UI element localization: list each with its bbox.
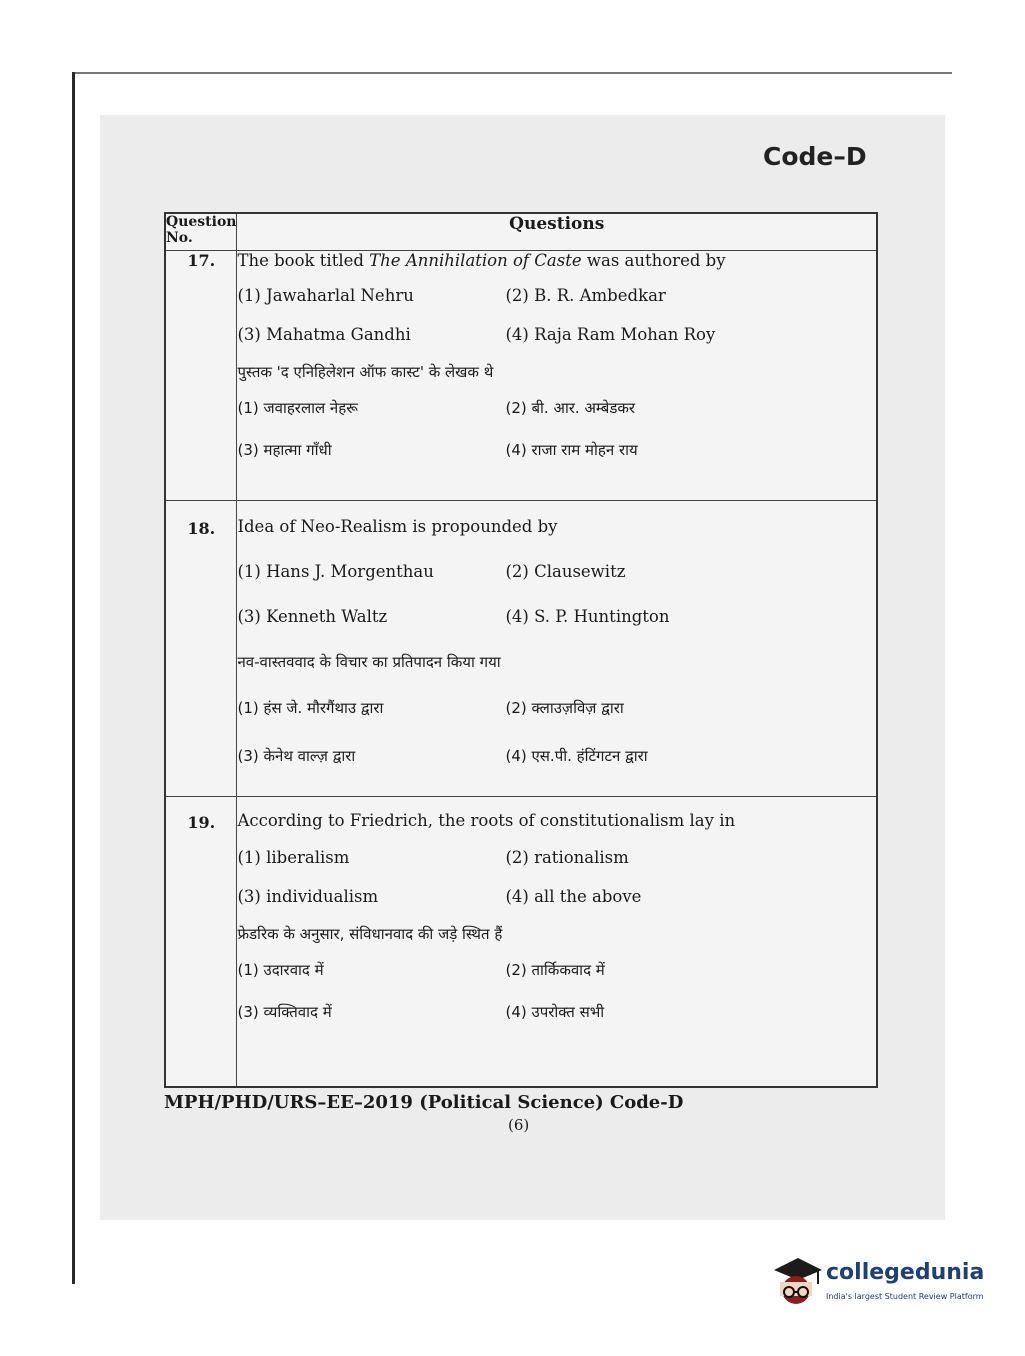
hindi-option-3: (3) महात्मा गाँधी: [237, 441, 332, 459]
hindi-option-2: (2) क्लाउज़विज़ द्वारा: [505, 699, 624, 717]
hindi-option-2: (2) तार्किकवाद में: [505, 961, 605, 979]
paper-footer: MPH/PHD/URS–EE–2019 (Political Science) Code-D: [164, 1092, 684, 1113]
option-1: (1) Hans J. Morgenthau: [237, 562, 434, 581]
option-3: (3) Kenneth Waltz: [237, 607, 388, 626]
hindi-option-4: (4) राजा राम मोहन राय: [505, 441, 638, 459]
option-2: (2) rationalism: [505, 848, 629, 867]
option-4: (4) Raja Ram Mohan Roy: [505, 325, 716, 344]
hindi-option-3: (3) केनेथ वाल्ज़ द्वारा: [237, 747, 356, 765]
hindi-option-1: (1) जवाहरलाल नेहरू: [237, 399, 358, 417]
page-number: (6): [508, 1116, 530, 1134]
scan-border: [72, 72, 952, 74]
hindi-option-2: (2) बी. आर. अम्बेडकर: [505, 399, 636, 417]
option-3: (3) Mahatma Gandhi: [237, 325, 411, 344]
question-body: [237, 501, 877, 797]
hindi-option-3: (3) व्यक्तिवाद में: [237, 1003, 332, 1021]
question-body: [237, 797, 877, 1088]
question-no-header: Question No.: [165, 213, 237, 251]
book-title: The Annihilation of Caste: [369, 251, 582, 270]
question-row: [165, 797, 877, 1088]
hindi-option-4: (4) उपरोक्त सभी: [505, 1003, 605, 1021]
questions-header: Questions: [237, 213, 877, 251]
scan-border: [72, 72, 75, 1284]
logo-tagline: India's largest Student Review Platform: [826, 1292, 984, 1301]
question-number: 19.: [165, 797, 237, 1088]
option-4: (4) all the above: [505, 887, 642, 906]
question-number: 17.: [165, 251, 237, 501]
option-2: (2) B. R. Ambedkar: [505, 286, 666, 305]
question-row: [165, 251, 877, 501]
hindi-options: [237, 960, 876, 1022]
hindi-options: [237, 398, 876, 460]
options: [237, 848, 876, 906]
hindi-options: [237, 698, 876, 766]
hindi-stem: फ्रेडरिक के अनुसार, संविधानवाद की जड़े स्थित हैं: [237, 925, 503, 943]
options: [237, 286, 876, 344]
question-row: [165, 501, 877, 797]
option-3: (3) individualism: [237, 887, 379, 906]
collegedunia-logo[interactable]: [768, 1252, 993, 1320]
options: [237, 562, 876, 626]
option-1: (1) Jawaharlal Nehru: [237, 286, 414, 305]
logo-wordmark: collegedunia: [826, 1260, 985, 1285]
question-body: [237, 251, 877, 501]
hindi-option-1: (1) हंस जे. मौरगैंथाउ द्वारा: [237, 699, 384, 717]
question-stem: According to Friedrich, the roots of constitutionalism lay in: [237, 811, 736, 830]
question-stem: The book titled The Annihilation of Caste was authored by: [237, 251, 726, 270]
option-1: (1) liberalism: [237, 848, 350, 867]
table-header: [165, 213, 877, 251]
hindi-stem: नव-वास्तववाद के विचार का प्रतिपादन किया गया: [237, 653, 501, 671]
questions-table: [164, 212, 878, 1088]
option-4: (4) S. P. Huntington: [505, 607, 670, 626]
hindi-option-4: (4) एस.पी. हंटिंगटन द्वारा: [505, 747, 648, 765]
option-2: (2) Clausewitz: [505, 562, 626, 581]
paper-code: Code–D: [763, 142, 867, 171]
question-number: 18.: [165, 501, 237, 797]
hindi-option-1: (1) उदारवाद में: [237, 961, 324, 979]
question-stem: Idea of Neo-Realism is propounded by: [237, 517, 558, 536]
student-mascot-icon: [768, 1252, 824, 1316]
hindi-stem: पुस्तक 'द एनिहिलेशन ऑफ कास्ट' के लेखक थे: [237, 363, 494, 381]
